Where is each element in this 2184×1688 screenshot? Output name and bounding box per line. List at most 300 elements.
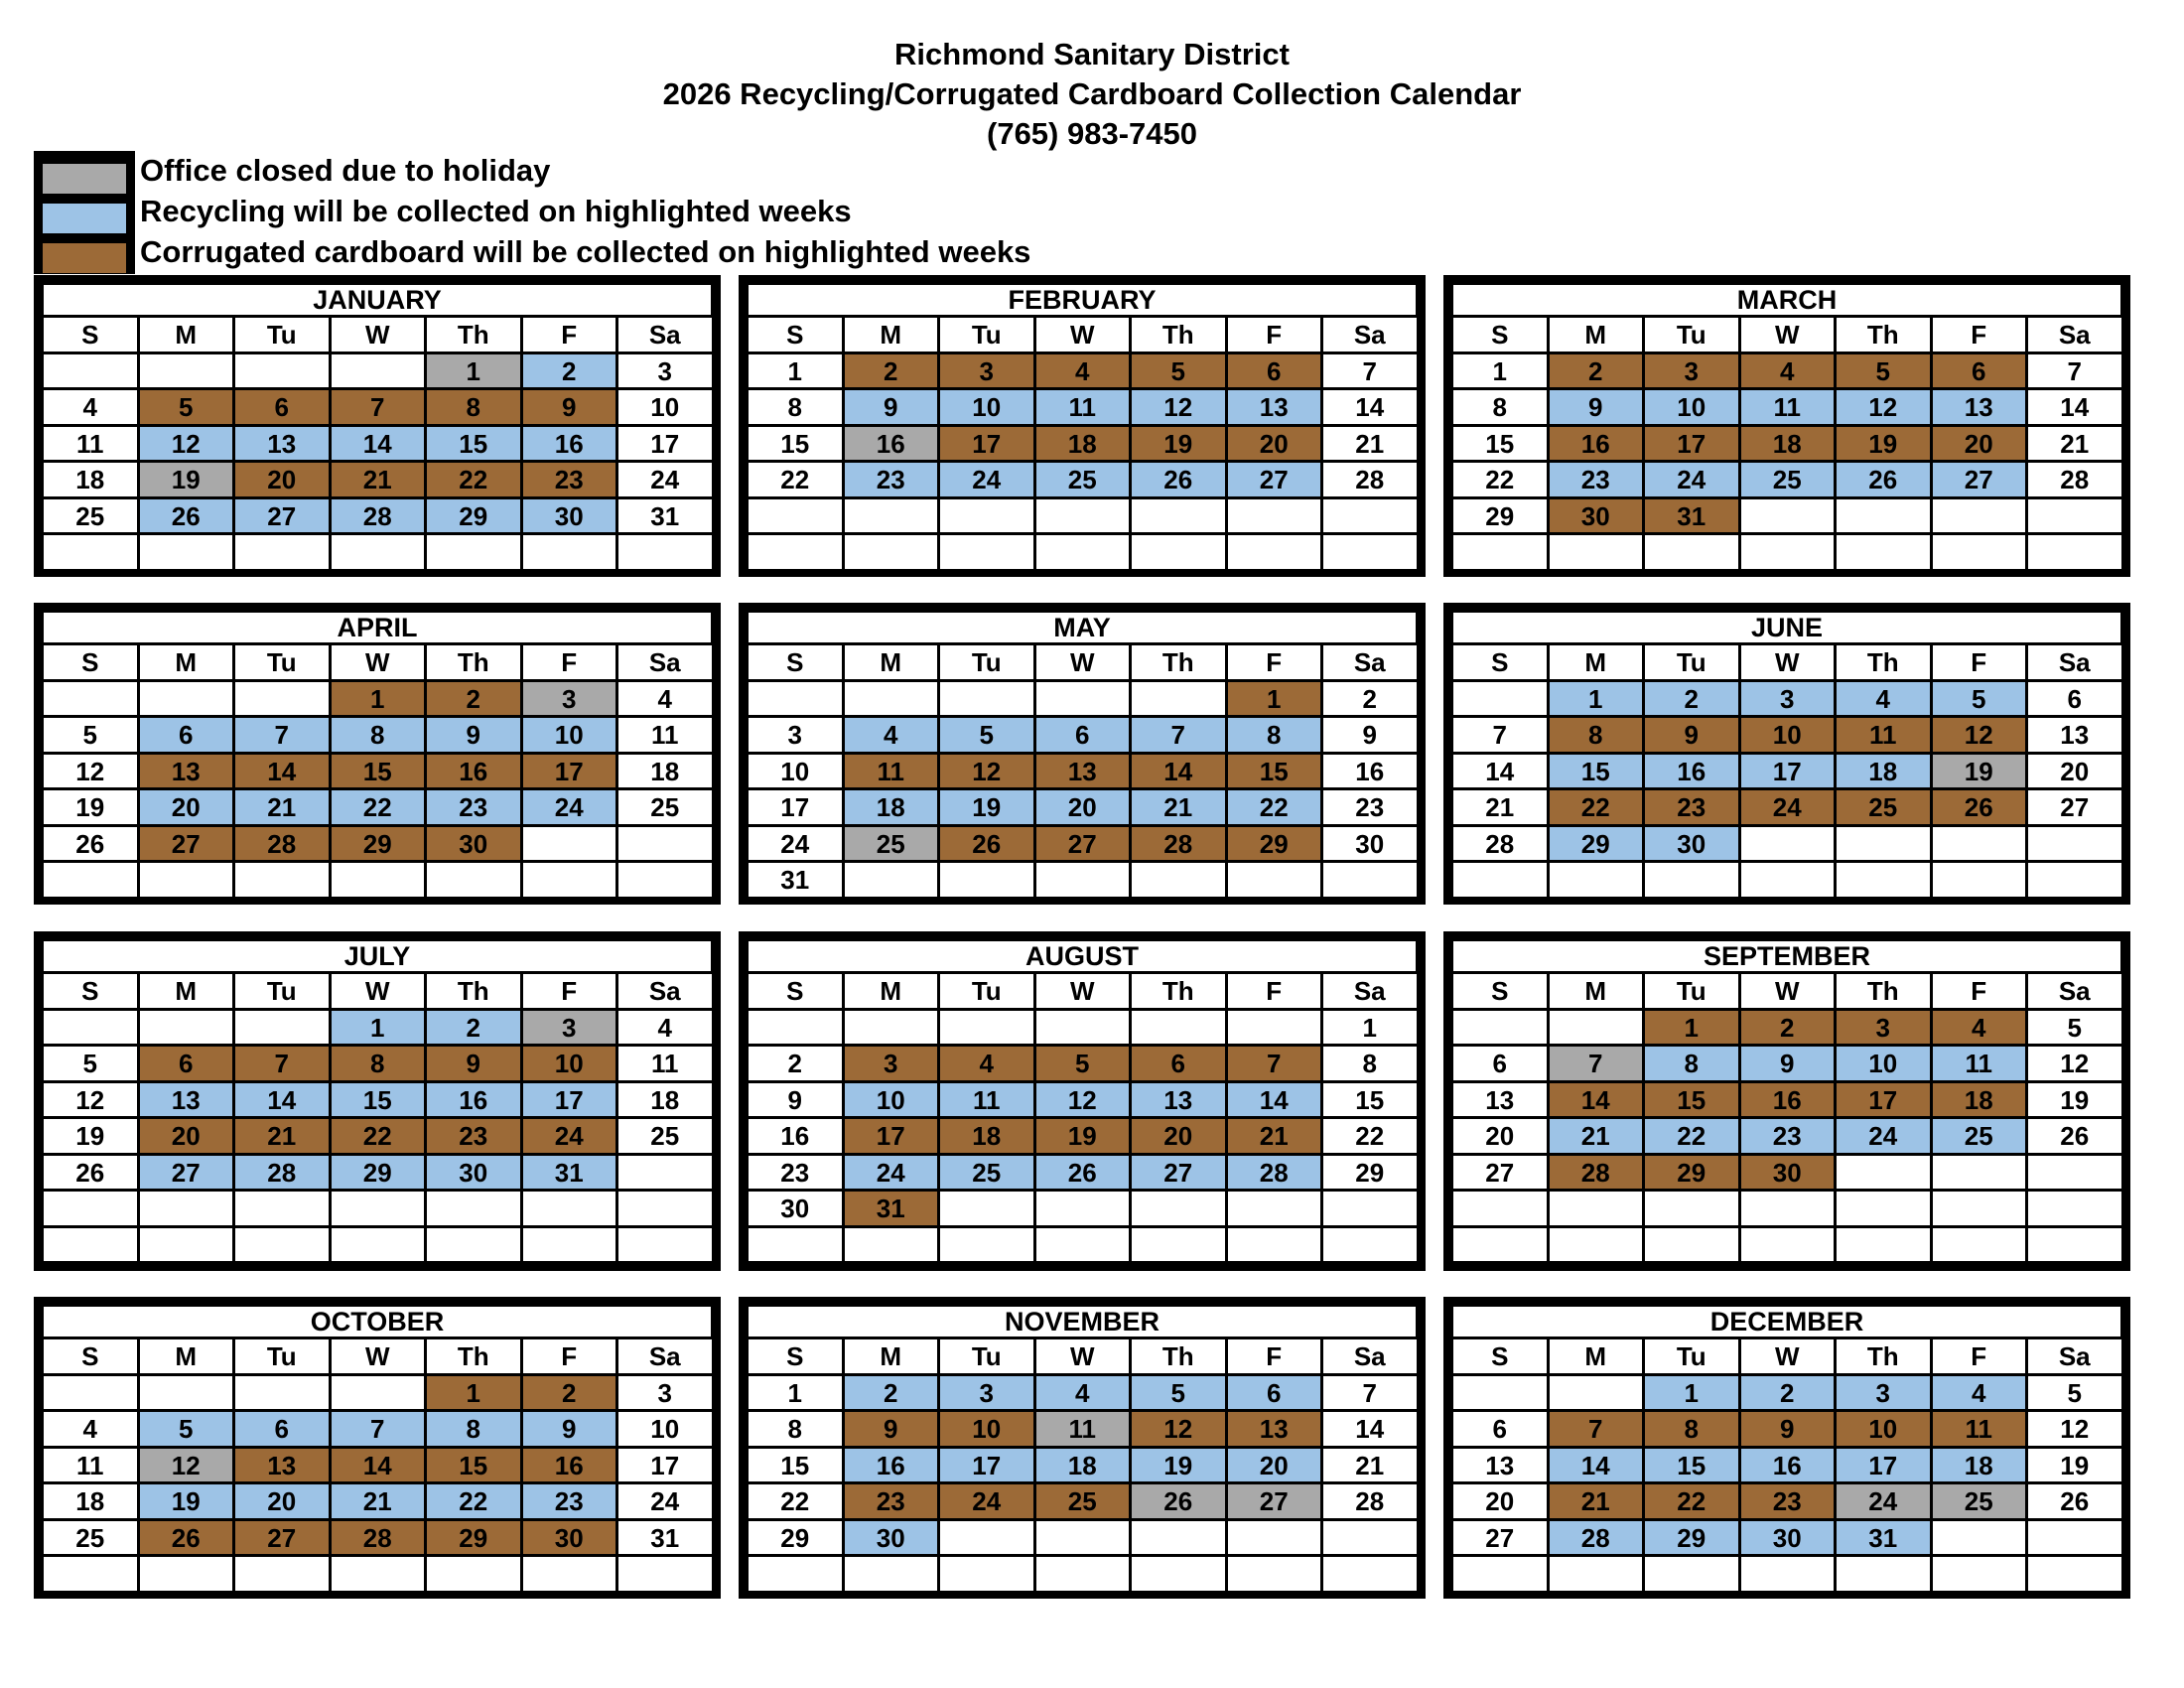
day-cell: 18: [618, 755, 712, 788]
empty-cell: [749, 1011, 842, 1045]
month-grid: [44, 1339, 714, 1591]
day-header: S: [44, 1339, 137, 1373]
day-header: Th: [427, 318, 520, 352]
empty-cell: [749, 1228, 842, 1262]
day-cell: 4: [1741, 354, 1835, 388]
empty-cell: [1453, 535, 1547, 569]
month-grid: [749, 318, 1419, 569]
day-cell: 18: [1741, 427, 1835, 461]
day-cell: 30: [427, 1156, 520, 1190]
empty-cell: [1933, 1192, 2026, 1225]
empty-cell: [845, 535, 938, 569]
day-cell: 2: [1550, 354, 1643, 388]
day-header: Sa: [1323, 645, 1417, 679]
day-cell: 10: [940, 390, 1033, 424]
empty-cell: [140, 1376, 233, 1410]
day-cell: 20: [140, 790, 233, 824]
day-cell: 25: [618, 790, 712, 824]
month-title: JANUARY: [44, 285, 711, 315]
empty-cell: [940, 682, 1033, 716]
day-cell: 10: [1741, 718, 1835, 752]
day-cell: 10: [1645, 390, 1738, 424]
month-title: APRIL: [44, 613, 711, 642]
day-cell: 19: [1036, 1119, 1130, 1153]
month-grid: [1453, 645, 2123, 897]
day-header: Th: [427, 974, 520, 1008]
day-header: Th: [1132, 974, 1225, 1008]
day-header: Sa: [1323, 974, 1417, 1008]
day-cell: 6: [140, 718, 233, 752]
empty-cell: [2028, 1156, 2121, 1190]
day-cell: 30: [523, 1521, 616, 1555]
day-cell: 9: [1323, 718, 1417, 752]
day-cell: 28: [235, 1156, 329, 1190]
day-cell: 12: [1132, 390, 1225, 424]
empty-cell: [2028, 535, 2121, 569]
day-cell: 17: [940, 427, 1033, 461]
day-header: F: [523, 318, 616, 352]
day-cell: 3: [523, 682, 616, 716]
empty-cell: [523, 863, 616, 897]
empty-cell: [618, 535, 712, 569]
day-header: F: [1228, 645, 1321, 679]
day-cell: 7: [1550, 1412, 1643, 1446]
day-cell: 14: [332, 427, 425, 461]
day-cell: 18: [940, 1119, 1033, 1153]
day-cell: 6: [1453, 1047, 1547, 1080]
day-cell: 13: [1228, 390, 1321, 424]
day-header: Sa: [618, 1339, 712, 1373]
day-cell: 16: [523, 1449, 616, 1482]
day-cell: 14: [1132, 755, 1225, 788]
empty-cell: [940, 1011, 1033, 1045]
day-cell: 12: [44, 755, 137, 788]
day-cell: 26: [2028, 1119, 2121, 1153]
day-cell: 9: [523, 1412, 616, 1446]
day-cell: 2: [1741, 1011, 1835, 1045]
empty-cell: [427, 1557, 520, 1591]
day-cell: 25: [1741, 463, 1835, 496]
empty-cell: [845, 1011, 938, 1045]
day-cell: 21: [1228, 1119, 1321, 1153]
day-cell: 20: [1933, 427, 2026, 461]
day-cell: 26: [140, 499, 233, 533]
day-header: F: [1933, 645, 2026, 679]
day-cell: 10: [618, 390, 712, 424]
empty-cell: [1837, 827, 1930, 861]
empty-cell: [1323, 535, 1417, 569]
day-header: W: [332, 1339, 425, 1373]
day-header: Tu: [940, 1339, 1033, 1373]
day-cell: 21: [332, 1484, 425, 1518]
day-cell: 25: [1036, 463, 1130, 496]
empty-cell: [1837, 1156, 1930, 1190]
day-cell: 11: [1741, 390, 1835, 424]
day-header: W: [1036, 1339, 1130, 1373]
day-cell: 7: [235, 718, 329, 752]
empty-cell: [140, 354, 233, 388]
day-cell: 15: [749, 427, 842, 461]
month-title: NOVEMBER: [749, 1307, 1416, 1336]
day-cell: 1: [749, 354, 842, 388]
day-cell: 8: [1228, 718, 1321, 752]
empty-cell: [1645, 863, 1738, 897]
day-header: F: [523, 1339, 616, 1373]
day-cell: 4: [44, 390, 137, 424]
day-header: W: [1036, 974, 1130, 1008]
day-cell: 29: [1323, 1156, 1417, 1190]
cardboard-swatch: [43, 243, 126, 273]
day-header: F: [1228, 1339, 1321, 1373]
day-cell: 21: [1132, 790, 1225, 824]
empty-cell: [1933, 1557, 2026, 1591]
day-header: S: [1453, 974, 1547, 1008]
day-cell: 3: [940, 354, 1033, 388]
empty-cell: [1645, 1557, 1738, 1591]
empty-cell: [140, 1192, 233, 1225]
day-cell: 30: [523, 499, 616, 533]
day-cell: 9: [1550, 390, 1643, 424]
day-cell: 22: [332, 790, 425, 824]
empty-cell: [1933, 535, 2026, 569]
day-cell: 10: [523, 718, 616, 752]
day-cell: 28: [1323, 1484, 1417, 1518]
month-title: FEBRUARY: [749, 285, 1416, 315]
day-cell: 19: [1132, 427, 1225, 461]
empty-cell: [1933, 499, 2026, 533]
day-cell: 23: [1550, 463, 1643, 496]
day-cell: 4: [618, 682, 712, 716]
day-cell: 30: [1741, 1521, 1835, 1555]
empty-cell: [749, 535, 842, 569]
day-cell: 8: [427, 1412, 520, 1446]
day-header: Tu: [1645, 318, 1738, 352]
month-title: JUNE: [1453, 613, 2120, 642]
day-header: M: [1550, 645, 1643, 679]
day-cell: 11: [44, 1449, 137, 1482]
empty-cell: [1036, 1228, 1130, 1262]
day-header: Th: [1837, 318, 1930, 352]
empty-cell: [845, 863, 938, 897]
day-cell: 31: [618, 499, 712, 533]
day-cell: 15: [427, 427, 520, 461]
day-cell: 20: [1228, 427, 1321, 461]
month-october: [34, 1297, 721, 1599]
day-cell: 8: [1645, 1412, 1738, 1446]
empty-cell: [235, 1376, 329, 1410]
day-cell: 17: [618, 427, 712, 461]
empty-cell: [2028, 827, 2121, 861]
month-title: JULY: [44, 941, 711, 971]
day-cell: 29: [1228, 827, 1321, 861]
day-cell: 27: [1228, 463, 1321, 496]
day-cell: 26: [1132, 1484, 1225, 1518]
day-cell: 22: [749, 1484, 842, 1518]
day-cell: 17: [618, 1449, 712, 1482]
day-cell: 14: [235, 755, 329, 788]
empty-cell: [1645, 1192, 1738, 1225]
empty-cell: [1837, 1192, 1930, 1225]
day-cell: 25: [845, 827, 938, 861]
day-cell: 17: [940, 1449, 1033, 1482]
month-august: [739, 931, 1426, 1271]
day-cell: 23: [845, 1484, 938, 1518]
day-cell: 29: [749, 1521, 842, 1555]
day-cell: 7: [332, 1412, 425, 1446]
day-header: Th: [427, 1339, 520, 1373]
day-header: Th: [1837, 974, 1930, 1008]
empty-cell: [44, 1228, 137, 1262]
day-cell: 1: [427, 354, 520, 388]
day-cell: 8: [1550, 718, 1643, 752]
month-november: [739, 1297, 1426, 1599]
month-grid: [749, 974, 1419, 1261]
day-cell: 6: [1132, 1047, 1225, 1080]
day-cell: 5: [1132, 1376, 1225, 1410]
day-cell: 12: [44, 1083, 137, 1117]
empty-cell: [1132, 1192, 1225, 1225]
day-header: W: [332, 318, 425, 352]
day-cell: 14: [1550, 1449, 1643, 1482]
empty-cell: [332, 535, 425, 569]
day-cell: 26: [1132, 463, 1225, 496]
month-grid: [749, 645, 1419, 897]
day-cell: 7: [1228, 1047, 1321, 1080]
day-cell: 26: [1933, 790, 2026, 824]
empty-cell: [940, 863, 1033, 897]
day-cell: 9: [1741, 1047, 1835, 1080]
day-cell: 10: [523, 1047, 616, 1080]
day-cell: 14: [235, 1083, 329, 1117]
empty-cell: [940, 1192, 1033, 1225]
day-cell: 3: [1645, 354, 1738, 388]
day-cell: 22: [1323, 1119, 1417, 1153]
empty-cell: [332, 1557, 425, 1591]
day-header: Th: [1837, 645, 1930, 679]
day-cell: 16: [1741, 1083, 1835, 1117]
day-cell: 5: [1933, 682, 2026, 716]
holiday-swatch: [43, 164, 126, 194]
day-cell: 4: [1933, 1376, 2026, 1410]
empty-cell: [1550, 863, 1643, 897]
day-cell: 16: [523, 427, 616, 461]
day-cell: 21: [1550, 1119, 1643, 1153]
day-cell: 24: [1645, 463, 1738, 496]
empty-cell: [44, 1376, 137, 1410]
day-cell: 18: [44, 1484, 137, 1518]
day-cell: 20: [1036, 790, 1130, 824]
day-cell: 6: [1933, 354, 2026, 388]
empty-cell: [1741, 863, 1835, 897]
day-cell: 30: [845, 1521, 938, 1555]
empty-cell: [1933, 827, 2026, 861]
empty-cell: [1323, 1557, 1417, 1591]
day-cell: 6: [140, 1047, 233, 1080]
day-header: S: [749, 1339, 842, 1373]
month-grid: [1453, 974, 2123, 1261]
day-cell: 30: [1323, 827, 1417, 861]
day-cell: 3: [845, 1047, 938, 1080]
day-cell: 22: [1453, 463, 1547, 496]
day-cell: 3: [1837, 1376, 1930, 1410]
day-header: F: [1933, 318, 2026, 352]
day-cell: 27: [140, 827, 233, 861]
month-december: [1443, 1297, 2130, 1599]
empty-cell: [1228, 535, 1321, 569]
day-cell: 8: [1453, 390, 1547, 424]
empty-cell: [44, 535, 137, 569]
day-cell: 10: [940, 1412, 1033, 1446]
day-cell: 17: [1645, 427, 1738, 461]
day-header: Th: [427, 645, 520, 679]
empty-cell: [940, 1557, 1033, 1591]
day-cell: 8: [749, 390, 842, 424]
day-cell: 3: [618, 354, 712, 388]
empty-cell: [1933, 863, 2026, 897]
day-cell: 21: [1453, 790, 1547, 824]
empty-cell: [618, 1228, 712, 1262]
legend-holiday-label: Office closed due to holiday: [140, 153, 551, 188]
day-cell: 10: [845, 1083, 938, 1117]
empty-cell: [523, 535, 616, 569]
day-cell: 24: [523, 1119, 616, 1153]
day-cell: 2: [523, 1376, 616, 1410]
empty-cell: [427, 1192, 520, 1225]
day-cell: 19: [140, 1484, 233, 1518]
day-cell: 15: [427, 1449, 520, 1482]
legend-recycling-label: Recycling will be collected on highlighted weeks: [140, 194, 852, 228]
day-cell: 21: [1323, 427, 1417, 461]
day-header: Tu: [235, 645, 329, 679]
day-cell: 21: [332, 463, 425, 496]
day-cell: 17: [1837, 1083, 1930, 1117]
month-january: [34, 275, 721, 577]
day-cell: 18: [1837, 755, 1930, 788]
day-header: S: [44, 974, 137, 1008]
day-cell: 31: [1645, 499, 1738, 533]
day-cell: 17: [845, 1119, 938, 1153]
day-cell: 28: [1550, 1156, 1643, 1190]
day-cell: 21: [235, 1119, 329, 1153]
empty-cell: [1036, 1192, 1130, 1225]
empty-cell: [1228, 1192, 1321, 1225]
empty-cell: [1132, 863, 1225, 897]
empty-cell: [1228, 1011, 1321, 1045]
day-cell: 22: [1228, 790, 1321, 824]
day-cell: 14: [1453, 755, 1547, 788]
day-cell: 29: [427, 499, 520, 533]
month-title: MAY: [749, 613, 1416, 642]
day-cell: 9: [427, 1047, 520, 1080]
day-cell: 9: [427, 718, 520, 752]
day-header: M: [140, 318, 233, 352]
day-header: W: [1036, 318, 1130, 352]
empty-cell: [1741, 1228, 1835, 1262]
day-cell: 14: [1323, 1412, 1417, 1446]
day-cell: 21: [2028, 427, 2121, 461]
day-cell: 7: [2028, 354, 2121, 388]
empty-cell: [332, 1192, 425, 1225]
day-cell: 1: [1453, 354, 1547, 388]
day-cell: 5: [140, 390, 233, 424]
empty-cell: [1323, 1228, 1417, 1262]
day-cell: 5: [1036, 1047, 1130, 1080]
day-header: F: [1933, 1339, 2026, 1373]
legend-cardboard-label: Corrugated cardboard will be collected on highlighted weeks: [140, 234, 1031, 269]
day-cell: 31: [845, 1192, 938, 1225]
month-september: [1443, 931, 2130, 1271]
empty-cell: [1228, 1521, 1321, 1555]
empty-cell: [1036, 863, 1130, 897]
day-cell: 19: [2028, 1449, 2121, 1482]
day-cell: 14: [2028, 390, 2121, 424]
day-cell: 20: [140, 1119, 233, 1153]
day-cell: 2: [845, 354, 938, 388]
day-cell: 28: [332, 1521, 425, 1555]
day-cell: 13: [1228, 1412, 1321, 1446]
day-header: W: [1741, 318, 1835, 352]
empty-cell: [332, 1228, 425, 1262]
empty-cell: [235, 535, 329, 569]
day-header: Sa: [1323, 318, 1417, 352]
day-cell: 3: [940, 1376, 1033, 1410]
day-header: Sa: [2028, 1339, 2121, 1373]
day-cell: 13: [235, 427, 329, 461]
empty-cell: [332, 1376, 425, 1410]
day-cell: 8: [749, 1412, 842, 1446]
empty-cell: [1036, 1521, 1130, 1555]
day-header: W: [1741, 645, 1835, 679]
day-cell: 15: [332, 755, 425, 788]
day-cell: 4: [1036, 354, 1130, 388]
empty-cell: [618, 1192, 712, 1225]
day-cell: 23: [427, 1119, 520, 1153]
empty-cell: [940, 499, 1033, 533]
day-cell: 2: [427, 682, 520, 716]
empty-cell: [1036, 1557, 1130, 1591]
day-cell: 28: [2028, 463, 2121, 496]
day-cell: 24: [749, 827, 842, 861]
day-cell: 16: [1550, 427, 1643, 461]
empty-cell: [1228, 1228, 1321, 1262]
day-cell: 22: [749, 463, 842, 496]
day-header: W: [332, 645, 425, 679]
day-cell: 25: [1837, 790, 1930, 824]
month-march: [1443, 275, 2130, 577]
day-header: F: [523, 645, 616, 679]
day-cell: 11: [940, 1083, 1033, 1117]
month-grid: [749, 1339, 1419, 1591]
day-cell: 9: [1741, 1412, 1835, 1446]
day-cell: 11: [1933, 1047, 2026, 1080]
day-cell: 12: [140, 427, 233, 461]
day-cell: 19: [1933, 755, 2026, 788]
day-header: Tu: [1645, 645, 1738, 679]
day-cell: 31: [618, 1521, 712, 1555]
day-cell: 11: [618, 1047, 712, 1080]
day-cell: 5: [1132, 354, 1225, 388]
day-cell: 13: [1453, 1083, 1547, 1117]
day-cell: 11: [1036, 390, 1130, 424]
day-cell: 28: [1453, 827, 1547, 861]
empty-cell: [44, 682, 137, 716]
day-header: M: [1550, 1339, 1643, 1373]
empty-cell: [1837, 1557, 1930, 1591]
day-header: Sa: [2028, 974, 2121, 1008]
empty-cell: [427, 1228, 520, 1262]
day-cell: 6: [1228, 354, 1321, 388]
day-cell: 19: [1837, 427, 1930, 461]
